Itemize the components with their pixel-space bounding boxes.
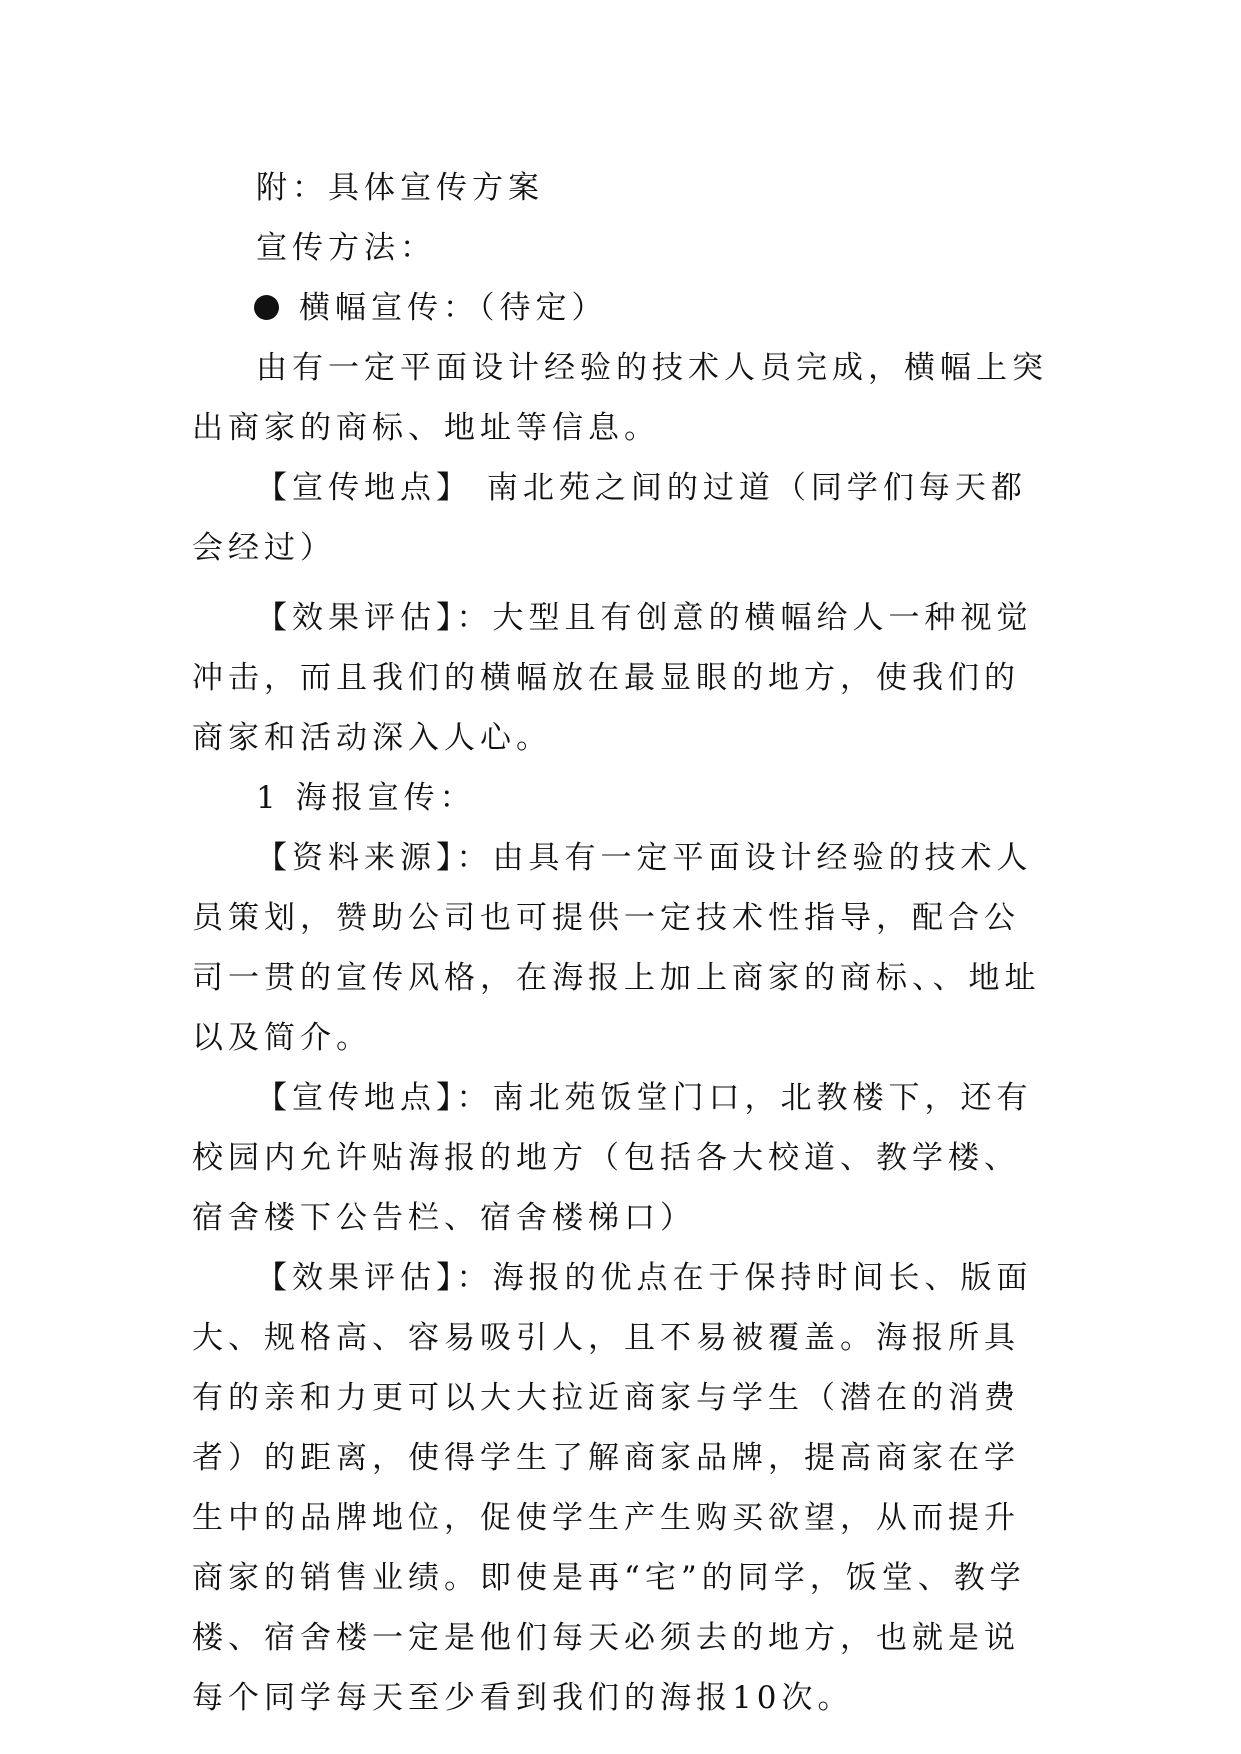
document-page <box>192 158 1052 1728</box>
poster-source <box>192 828 1052 1068</box>
poster-effect <box>192 1248 1052 1728</box>
banner-location-text: 南北苑之间的过道（同学们每天都会经过） <box>192 470 1027 566</box>
document-heading: 附：具体宣传方案 <box>256 170 544 206</box>
banner-title-line <box>192 278 1052 338</box>
poster-effect-label: 【效果评估】 <box>256 1260 457 1296</box>
banner-title: 横幅宣传：（待定） <box>299 290 608 326</box>
methods-label: 宣传方法： <box>256 230 436 266</box>
poster-source-label: 【资料来源】 <box>256 840 457 876</box>
poster-title: 1 海报宣传： <box>256 780 476 816</box>
banner-location-label: 【宣传地点】 <box>256 470 472 506</box>
poster-location <box>192 1068 1052 1248</box>
poster-location-text: ：南北苑饭堂门口，北教楼下，还有校园内允许贴海报的地方（包括各大校道、教学楼、宿舍楼下公告栏、宿舍楼梯口） <box>192 1080 1033 1236</box>
banner-effect <box>192 588 1052 768</box>
banner-effect-text: ：大型且有创意的横幅给人一种视觉冲击，而且我们的横幅放在最显眼的地方，使我们的商家和活动深入人心。 <box>192 600 1033 756</box>
banner-location <box>192 458 1052 578</box>
banner-effect-label: 【效果评估】 <box>256 600 457 636</box>
bullet-icon <box>254 295 279 320</box>
poster-location-label: 【宣传地点】 <box>256 1080 457 1116</box>
banner-description: 由有一定平面设计经验的技术人员完成，横幅上突出商家的商标、地址等信息。 <box>192 350 1048 446</box>
poster-source-text: ：由具有一定平面设计经验的技术人员策划，赞助公司也可提供一定技术性指导，配合公司一贯的宣传风格，在海报上加上商家的商标、、地址以及简介。 <box>192 840 1041 1056</box>
poster-effect-text: ：海报的优点在于保持时间长、版面大、规格高、容易吸引人，且不易被覆盖。海报所具有的亲和力更可以大大拉近商家与学生（潜在的消费者）的距离，使得学生了解商家品牌，提高商家在学生中的品牌地位，促使学生产生购买欲望，从而提升商家的销售业绩。即使是再“宅”的同学，饭堂、教学楼、宿舍楼一定是他们每天必须去的地方，也就是说每个同学每天至少看到我们的海报10次。 <box>192 1260 1033 1716</box>
